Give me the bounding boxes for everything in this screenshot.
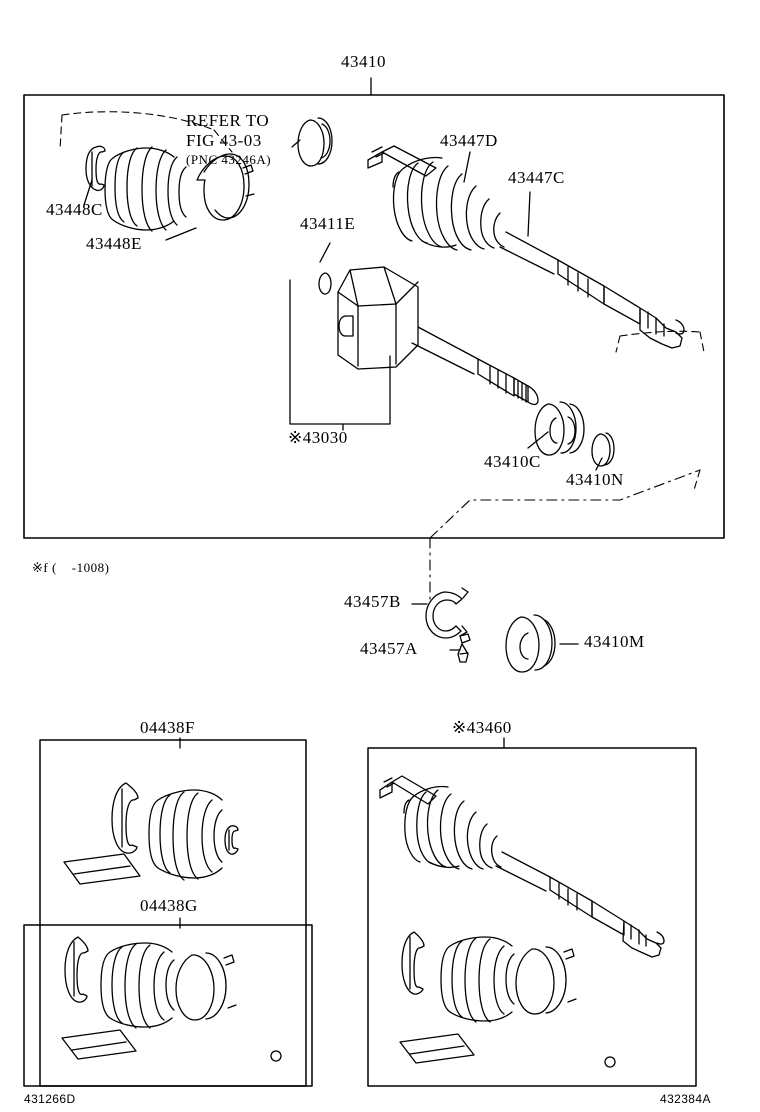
label-43410M: 43410M: [584, 632, 645, 651]
label-43410C: 43410C: [484, 452, 541, 471]
label-43460: ※43460: [452, 718, 512, 737]
refer-note-line3: (PNC 43246A): [186, 152, 272, 167]
note-date: ※f ( -1008): [32, 560, 110, 575]
label-43457A: 43457A: [360, 639, 418, 658]
footer-left-code: 431266D: [24, 1092, 76, 1106]
label-43448C: 43448C: [46, 200, 103, 219]
label-04438G: 04438G: [140, 896, 198, 915]
label-43410N: 43410N: [566, 470, 624, 489]
label-43457B: 43457B: [344, 592, 401, 611]
label-43410: 43410: [341, 52, 386, 71]
label-43030: ※43030: [288, 428, 348, 447]
label-43447D: 43447D: [440, 131, 498, 150]
refer-note-line1: REFER TO: [186, 111, 270, 130]
label-43411E: 43411E: [300, 214, 356, 233]
label-43447C: 43447C: [508, 168, 565, 187]
label-04438F: 04438F: [140, 718, 195, 737]
footer-right-code: 432384A: [660, 1092, 711, 1106]
refer-note-line2: FIG 43-03: [186, 131, 262, 150]
label-43448E: 43448E: [86, 234, 142, 253]
